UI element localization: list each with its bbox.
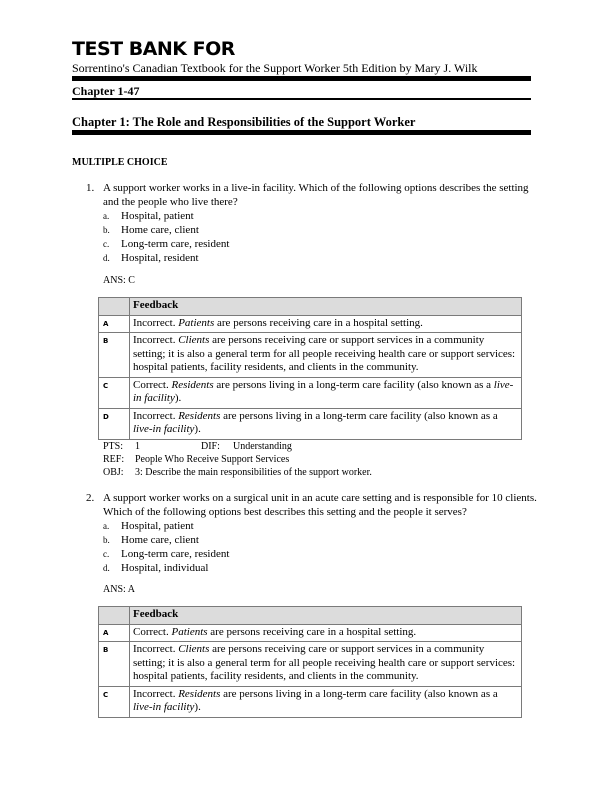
feedback-letter: A xyxy=(99,315,130,333)
feedback-text: Incorrect. Clients are persons receiving care or support services in a community setting; it is also a general term for all people receiving health care or support services: hospital patients, facility residents, and clients in the community. xyxy=(130,642,522,687)
option-text: Long-term care, resident xyxy=(121,548,230,560)
feedback-table xyxy=(98,297,522,440)
answer-option xyxy=(103,561,208,575)
section-label: MULTIPLE CHOICE xyxy=(72,157,168,168)
answer-option xyxy=(103,519,194,533)
feedback-letter: A xyxy=(99,624,130,642)
option-letter: d. xyxy=(103,253,110,263)
option-text: Hospital, patient xyxy=(121,520,194,532)
chapter-rule xyxy=(72,130,531,135)
feedback-row xyxy=(99,377,522,408)
chapter-range: Chapter 1-47 xyxy=(72,84,140,98)
header-rule-thick xyxy=(72,76,531,81)
feedback-header-row xyxy=(99,298,522,316)
pts-value: 1 xyxy=(135,441,140,452)
option-text: Home care, client xyxy=(121,224,199,236)
question-metadata-pts-dif xyxy=(103,441,292,453)
feedback-header-row xyxy=(99,607,522,625)
feedback-row xyxy=(99,624,522,642)
obj-value: 3: Describe the main responsibilities of the support worker. xyxy=(135,467,372,478)
feedback-row xyxy=(99,642,522,687)
feedback-row xyxy=(99,686,522,717)
option-text: Hospital, resident xyxy=(121,252,199,264)
option-letter: a. xyxy=(103,211,110,221)
feedback-text: Incorrect. Clients are persons receiving care or support services in a community setting; it is also a general term for all people receiving health care or support services: hospital patients, facility residents, and clients in the community. xyxy=(130,333,522,378)
page-title: TEST BANK FOR xyxy=(72,38,235,60)
feedback-row xyxy=(99,315,522,333)
option-letter: c. xyxy=(103,549,110,559)
feedback-letter: B xyxy=(99,642,130,687)
feedback-text: Correct. Residents are persons living in a long-term care facility (also known as a live-in facility). xyxy=(130,377,522,408)
ref-label: REF: xyxy=(103,454,125,465)
book-subtitle: Sorrentino's Canadian Textbook for the Support Worker 5th Edition by Mary J. Wilk xyxy=(72,61,478,75)
obj-label: OBJ: xyxy=(103,467,124,478)
option-letter: d. xyxy=(103,563,110,573)
option-text: Hospital, individual xyxy=(121,562,209,574)
feedback-table xyxy=(98,606,522,718)
answer-option xyxy=(103,547,229,561)
dif-value: Understanding xyxy=(233,441,292,452)
option-letter: b. xyxy=(103,225,110,235)
answer-option xyxy=(103,251,199,265)
header-rule-thin xyxy=(72,98,531,100)
ref-value: People Who Receive Support Services xyxy=(135,454,290,465)
option-text: Long-term care, resident xyxy=(121,238,230,250)
feedback-text: Incorrect. Residents are persons living in a long-term care facility (also known as a live-in facility). xyxy=(130,408,522,439)
option-text: Home care, client xyxy=(121,534,199,546)
option-letter: a. xyxy=(103,521,110,531)
option-letter: b. xyxy=(103,535,110,545)
feedback-letter: C xyxy=(99,686,130,717)
option-text: Hospital, patient xyxy=(121,210,194,222)
feedback-row xyxy=(99,333,522,378)
question-metadata-ref xyxy=(103,454,289,466)
answer-option xyxy=(103,237,229,251)
feedback-row xyxy=(99,408,522,439)
dif-label: DIF: xyxy=(201,441,220,452)
option-letter: c. xyxy=(103,239,110,249)
question-stem: A support worker works in a live-in facility. Which of the following options describes the setting and the people who live there? xyxy=(103,182,529,208)
feedback-text: Incorrect. Residents are persons living in a long-term care facility (also known as a live-in facility). xyxy=(130,686,522,717)
feedback-text: Correct. Patients are persons receiving care in a hospital setting. xyxy=(130,624,522,642)
answer-option xyxy=(103,533,199,547)
feedback-header: Feedback xyxy=(130,298,522,316)
question-number: 2. xyxy=(86,492,95,504)
feedback-text: Incorrect. Patients are persons receiving care in a hospital setting. xyxy=(130,315,522,333)
answer-key: ANS: A xyxy=(103,584,135,595)
answer-option xyxy=(103,209,194,223)
question-metadata-obj xyxy=(103,467,372,479)
feedback-letter: D xyxy=(99,408,130,439)
question-number: 1. xyxy=(86,182,95,194)
feedback-header: Feedback xyxy=(130,607,522,625)
question-stem: A support worker works on a surgical unit in an acute care setting and is responsible for 10 clients. Which of the following options best describes this setting and the people it serves? xyxy=(103,492,537,518)
answer-key: ANS: C xyxy=(103,275,135,286)
pts-label: PTS: xyxy=(103,441,124,452)
feedback-letter: C xyxy=(99,377,130,408)
feedback-letter: B xyxy=(99,333,130,378)
chapter-title: Chapter 1: The Role and Responsibilities of the Support Worker xyxy=(72,115,416,129)
answer-option xyxy=(103,223,199,237)
